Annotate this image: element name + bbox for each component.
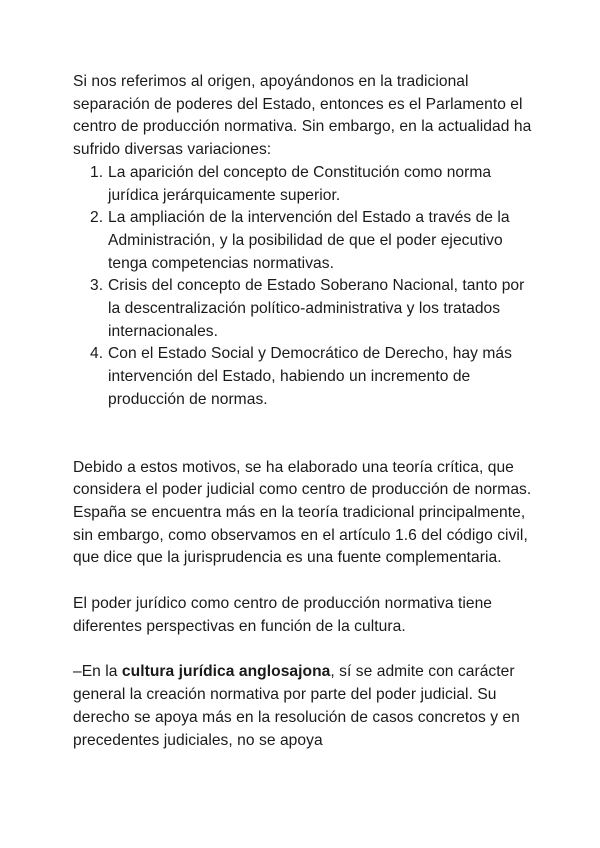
list-item-text: La aparición del concepto de Constitución como norma jurídica jerárquicamente superior. (108, 163, 492, 204)
list-item-number: 3. (90, 277, 104, 295)
intro-paragraph: Si nos referimos al origen, apoyándonos en la tradicional separación de poderes del Estado, entonces es el Parlamento el centro de producción normativa. Sin embargo, en la actualidad ha sufrido diversas variaciones: (73, 73, 532, 159)
variations-list (73, 162, 533, 412)
list-item-text: Con el Estado Social y Democrático de Derecho, hay más intervención del Estado, habiendo un incremento de producción de normas. (108, 345, 512, 408)
list-item-text: La ampliación de la intervención del Estado a través de la Administración, y la posibilidad de que el poder ejecutivo tenga competencias normativas. (108, 209, 510, 272)
paragraph-prefix: –En la (73, 663, 122, 681)
document-page (73, 71, 533, 752)
list-item-text: Crisis del concepto de Estado Soberano Nacional, tanto por la descentralización político-administrativa y los tratados internacionales. (108, 277, 525, 340)
list-item-number: 2. (90, 209, 104, 227)
anglo-saxon-paragraph (73, 661, 533, 752)
paragraph-spacer (73, 412, 533, 457)
paragraph-spacer (73, 570, 533, 593)
paragraph-spacer (73, 638, 533, 661)
list-item (73, 343, 533, 411)
list-item (73, 207, 533, 275)
bold-term: cultura jurídica anglosajona (121, 663, 331, 681)
list-item-number: 1. (90, 163, 104, 181)
list-item (73, 162, 533, 207)
judicial-power-paragraph: El poder jurídico como centro de producción normativa tiene diferentes perspectivas en función de la cultura. (73, 595, 493, 635)
paragraph-suffix: , sí se admite con carácter general la creación normativa por parte del poder judicial. Su derecho se apoya más en la resolución de casos concretos y en precedentes judiciales, no se apoya (73, 663, 520, 749)
list-item-number: 4. (90, 345, 104, 363)
critical-theory-paragraph: Debido a estos motivos, se ha elaborado una teoría crítica, que considera el poder judicial como centro de producción de normas. España se encuentra más en la teoría tradicional principalmente, sin embargo, como observamos en el artículo 1.6 del código civil, que dice que la jurisprudencia es una fuente complementaria. (73, 458, 532, 567)
list-item (73, 275, 533, 343)
